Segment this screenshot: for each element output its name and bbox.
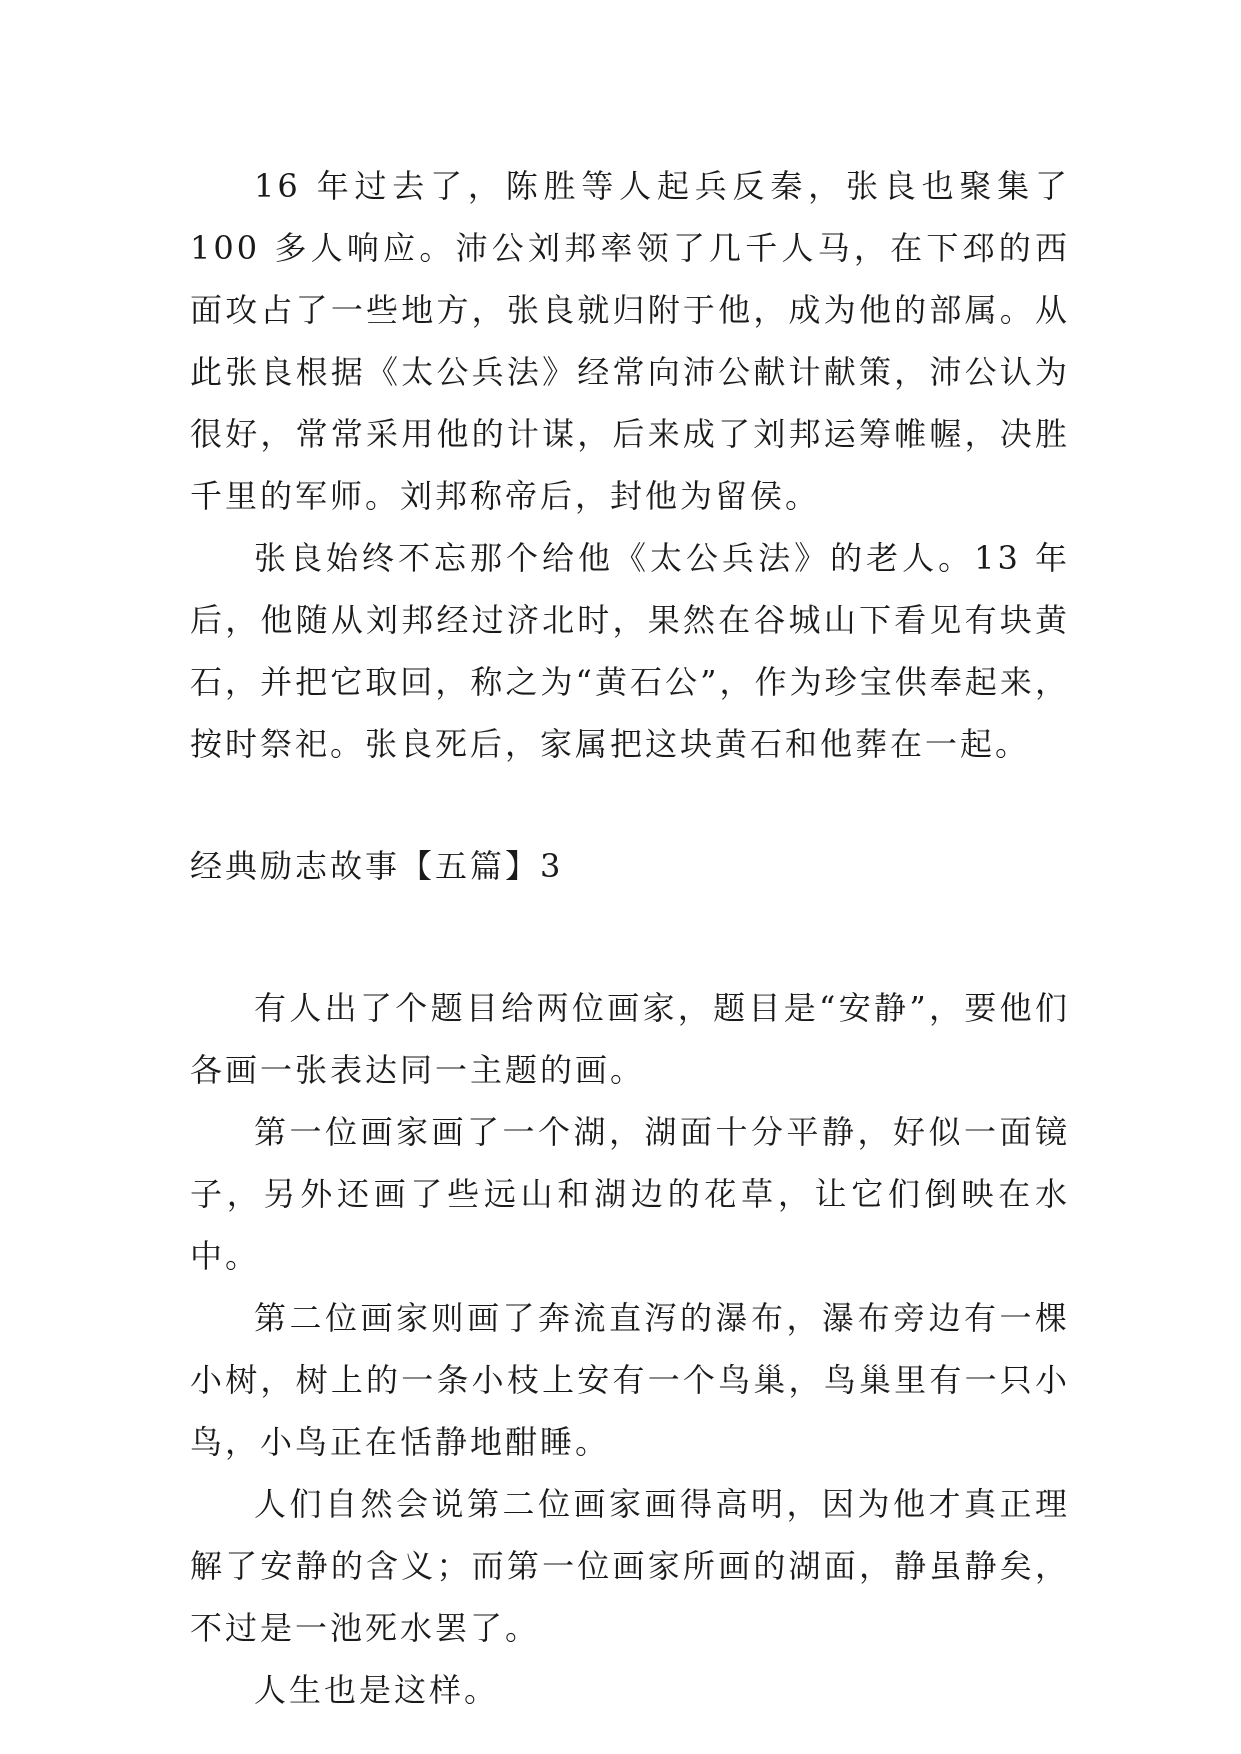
- story-paragraph: 第一位画家画了一个湖，湖面十分平静，好似一面镜子，另外还画了些远山和湖边的花草，让它们倒映在水中。: [190, 1113, 1070, 1275]
- story-paragraph: 人们自然会说第二位画家画得高明，因为他才真正理解了安静的含义；而第一位画家所画的湖面，静虽静矣，不过是一池死水罢了。: [190, 1485, 1070, 1647]
- document-body: [190, 155, 1070, 1721]
- story-paragraph: 第二位画家则画了奔流直泻的瀑布，瀑布旁边有一棵小树，树上的一条小枝上安有一个鸟巢，鸟巢里有一只小鸟，小鸟正在恬静地酣睡。: [190, 1299, 1070, 1461]
- story-paragraph: 人生也是这样。: [254, 1671, 500, 1709]
- story-paragraph: 张良始终不忘那个给他《太公兵法》的老人。13 年后，他随从刘邦经过济北时，果然在谷城山下看见有块黄石，并把它取回，称之为“黄石公”，作为珍宝供奉起来，按时祭祀。张良死后，家属把这块黄石和他葬在一起。: [190, 539, 1070, 763]
- story-paragraph: 有人出了个题目给两位画家，题目是“安静”，要他们各画一张表达同一主题的画。: [190, 989, 1070, 1089]
- section-heading: 经典励志故事【五篇】3: [190, 847, 564, 885]
- story-paragraph: 16 年过去了，陈胜等人起兵反秦，张良也聚集了 100 多人响应。沛公刘邦率领了几千人马，在下邳的西面攻占了一些地方，张良就归附于他，成为他的部属。从此张良根据《太公兵法》经常向沛公献计献策，沛公认为很好，常常采用他的计谋，后来成了刘邦运筹帷幄，决胜千里的军师。刘邦称帝后，封他为留侯。: [190, 167, 1070, 515]
